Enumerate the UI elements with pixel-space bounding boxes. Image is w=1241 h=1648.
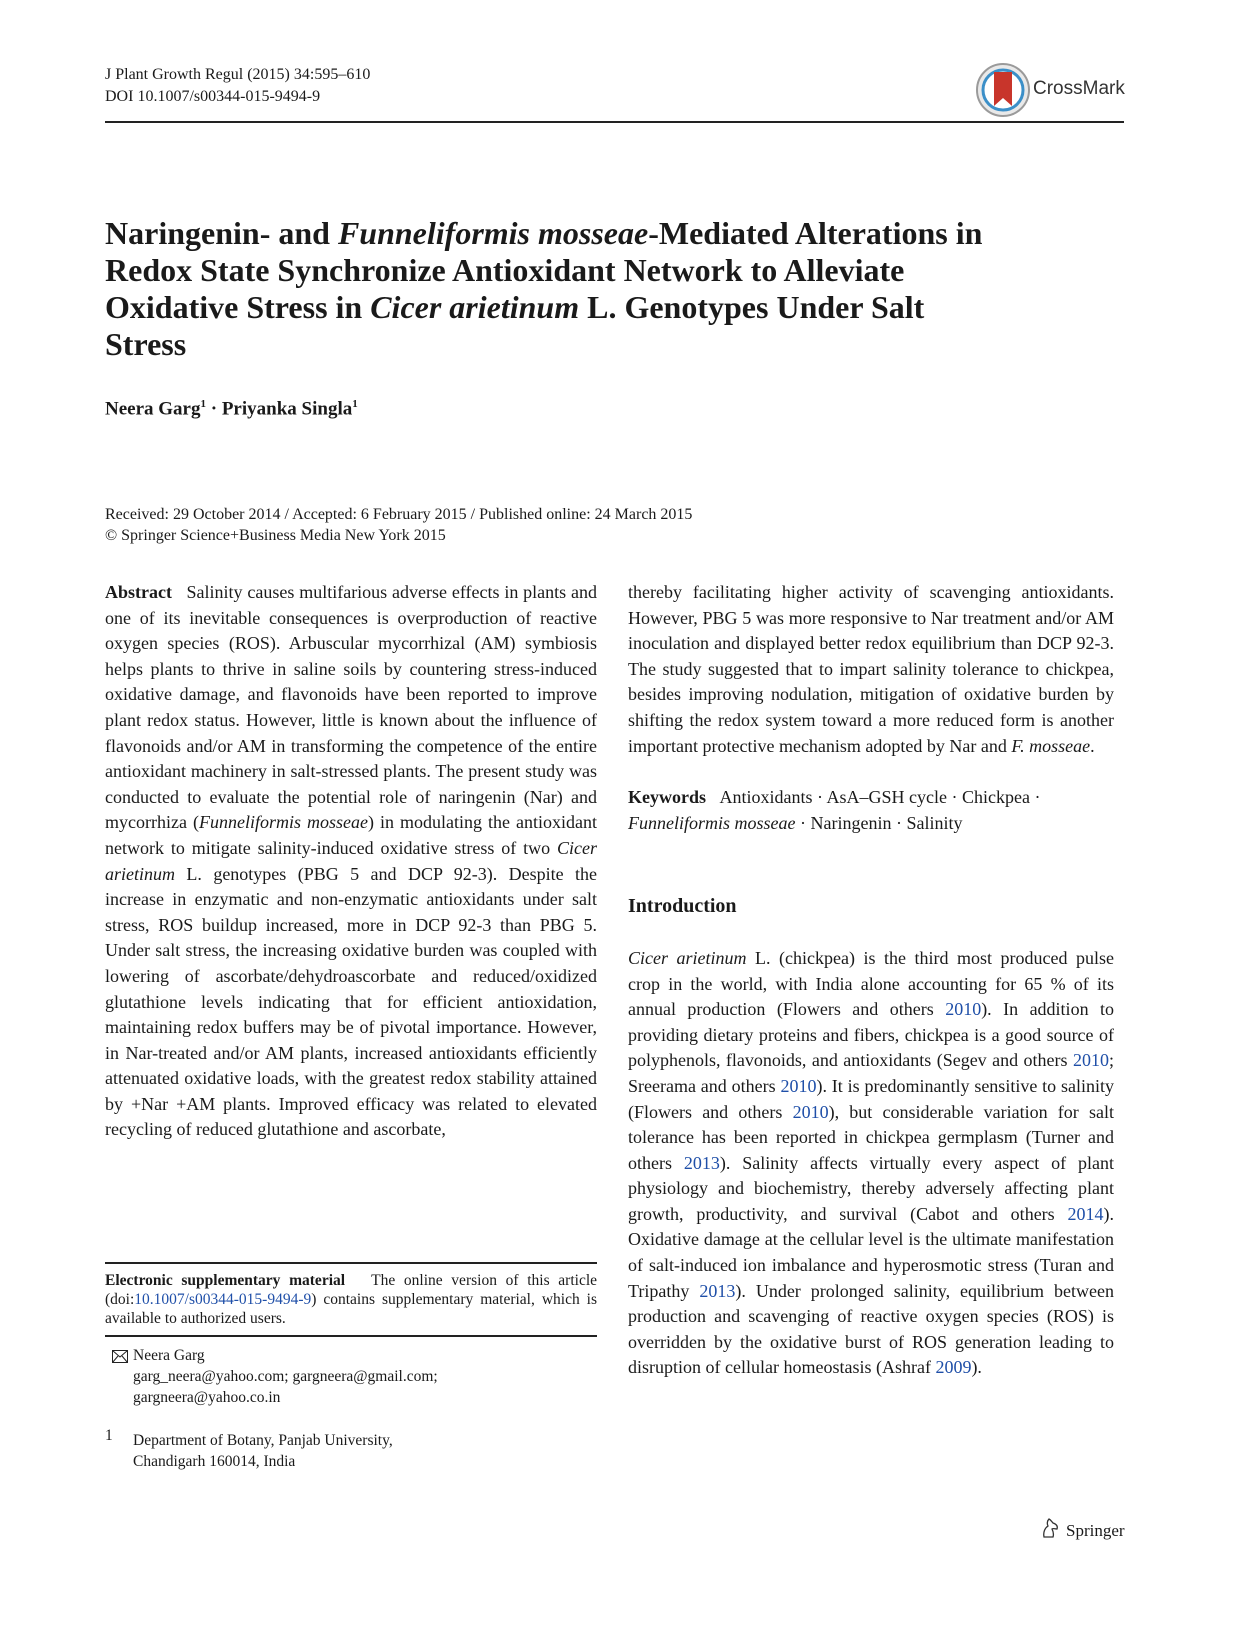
abstract-text: L. genotypes (PBG 5 and DCP 92-3). Despite the increase in enzymatic and non-enzymatic antioxidants under salt stress, ROS buildup increased, more in DCP 92-3 than PBG 5. Under salt stress, the increasing oxidative burden was coupled with lowering of ascorbate/dehydroascorbate and reduced/oxidized glutathione levels indicating that for efficient antioxidation, maintaining redox buffers may be of pivotal importance. However, in Nar-treated and/or AM plants, increased antioxidants efficiently attenuated oxidative loads, with the greatest redox stability attained by +Nar +AM plants. Improved efficacy was related to elevated recycling of reduced glutathione and ascorbate,: [105, 863, 597, 1140]
abstract-italic: Cicer arietinum: [105, 837, 597, 884]
abstract-italic: Funneliformis mosseae: [198, 812, 368, 833]
author-separator: ·: [205, 398, 222, 420]
keywords-label: Keywords: [628, 787, 706, 808]
affiliation-text: Department of Botany, Panjab University, Chandigarh 160014, India: [133, 1432, 393, 1470]
author-list: [105, 398, 358, 420]
copyright-line: © Springer Science+Business Media New York 2015: [105, 527, 446, 544]
title-text: Naringenin- and: [105, 215, 338, 251]
publisher-name: Springer: [1066, 1520, 1125, 1540]
intro-text: ).: [971, 1357, 982, 1378]
citation-link[interactable]: 2010: [945, 999, 982, 1020]
intro-text: L. (chickpea) is the third most produced pulse crop in the world, with India alone accounting for 65 % of its annual production (Flowers and others: [628, 947, 1114, 1020]
abstract-text: ) in modulating the antioxidant network to mitigate salinity-induced oxidative stress of two: [105, 812, 597, 858]
right-column: [628, 580, 1114, 1381]
keywords-text: Antioxidants · AsA–GSH cycle · Chickpea ·: [719, 787, 1041, 808]
abstract-label: Abstract: [105, 582, 172, 602]
abstract-text: thereby facilitating higher activity of scavenging antioxidants. However, PBG 5 was more responsive to Nar treatment and/or AM inoculation and displayed better redox equilibrium than DCP 92-3. The study suggested that to impart salinity tolerance to chickpea, besides improving nodulation, mitigation of oxidative burden by shifting the redox system toward a more reduced form is another important protective mechanism adopted by Nar and: [628, 582, 1114, 756]
intro-text: ). Salinity affects virtually every aspect of plant physiology and biochemistry, thereby adversely affecting plant growth, productivity, and survival (Cabot and others: [628, 1152, 1114, 1224]
esm-label: Electronic supplementary material: [105, 1272, 346, 1289]
envelope-icon: [112, 1350, 128, 1368]
author-name[interactable]: Priyanka Singla: [221, 398, 353, 420]
title-italic: Cicer arietinum: [370, 289, 580, 325]
keywords: [628, 785, 1114, 836]
doi-line: DOI 10.1007/s00344-015-9494-9: [105, 88, 321, 105]
affiliation-marker: 1: [352, 398, 358, 410]
esm-text: ) contains supplementary material, which is available to authorized users.: [105, 1291, 597, 1327]
citation-link[interactable]: 2014: [1067, 1203, 1104, 1224]
footnote-rule: [105, 1262, 597, 1264]
publication-dates: [105, 504, 692, 546]
affiliation-number: 1: [105, 1427, 113, 1444]
crossmark-icon[interactable]: [975, 62, 1031, 118]
citation-link[interactable]: 2010: [792, 1101, 829, 1122]
abstract-italic: F. mosseae: [1011, 735, 1091, 756]
section-heading-introduction: Introduction: [628, 895, 737, 918]
esm-note: [105, 1271, 597, 1328]
citation-link[interactable]: 2013: [683, 1152, 720, 1173]
correspondence-emails[interactable]: garg_neera@yahoo.com; gargneera@gmail.com; gargneera@yahoo.co.in: [133, 1368, 438, 1406]
citation-link[interactable]: 2010: [780, 1075, 817, 1096]
abstract-column: [105, 580, 597, 1143]
article-title: [105, 215, 1005, 363]
intro-text: ; Sreerama and others: [628, 1050, 1114, 1096]
title-italic: Funneliformis mosseae: [337, 215, 649, 251]
correspondence-name: Neera Garg: [133, 1347, 205, 1364]
abstract-text: Salinity causes multifarious adverse effects in plants and one of its inevitable consequences is overproduction of reactive oxygen species (ROS). Arbuscular mycorrhizal (AM) symbiosis helps plants to thrive in saline soils by countering stress-induced oxidative damage, and flavonoids have been reported to improve plant redox status. However, little is known about the influence of flavonoids and/or AM in transforming the competence of the entire antioxidant machinery in salt-stressed plants. The present study was conducted to evaluate the potential role of naringenin (Nar) and mycorrhiza (: [105, 582, 598, 833]
citation-link[interactable]: 2009: [935, 1357, 972, 1378]
abstract: [105, 580, 597, 1143]
introduction-paragraph: [628, 946, 1114, 1381]
correspondence: [133, 1345, 503, 1408]
intro-text: ). In addition to providing dietary proteins and fibers, chickpea is a good source of polyphenols, flavonoids, and antioxidants (Segev and others: [628, 999, 1115, 1071]
header-rule: [105, 121, 1124, 123]
author-name[interactable]: Neera Garg: [105, 398, 201, 420]
journal-line: J Plant Growth Regul (2015) 34:595–610: [105, 66, 371, 83]
title-text: -Mediated Alterations in Redox State Synchronize Antioxidant Network to Alleviate Oxidative Stress in: [105, 215, 983, 325]
abstract-continued: [628, 580, 1114, 759]
springer-horse-icon: [1040, 1517, 1060, 1544]
esm-text: The online version of this article (doi:: [105, 1272, 598, 1308]
title-text: L. Genotypes Under Salt Stress: [105, 289, 925, 362]
keywords-text: · Naringenin · Salinity: [795, 812, 963, 833]
journal-citation: [105, 64, 370, 108]
intro-text: ). Under prolonged salinity, equilibrium between production and scavenging of reactive oxygen species (ROS) is overridden by the oxidative burst of ROS generation leading to disruption of cellular homeostasis (Ashraf: [628, 1280, 1114, 1378]
intro-text: ). Oxidative damage at the cellular level is the ultimate manifestation of salt-induced ion imbalance and hyperosmotic stress (Turan and Tripathy: [628, 1203, 1114, 1301]
citation-link[interactable]: 2010: [1072, 1050, 1109, 1071]
intro-italic: Cicer arietinum: [628, 947, 747, 968]
dates-line: Received: 29 October 2014 / Accepted: 6 February 2015 / Published online: 24 March 2015: [105, 506, 693, 523]
crossmark-label[interactable]: CrossMark: [1033, 78, 1125, 99]
citation-link[interactable]: 2013: [699, 1280, 736, 1301]
correspondence-rule: [105, 1335, 597, 1337]
affiliation-marker: 1: [200, 398, 206, 410]
abstract-text: .: [1090, 735, 1095, 756]
intro-text: ), but considerable variation for salt tolerance has been reported in chickpea germplasm (Turner and others: [628, 1101, 1114, 1173]
keywords-italic: Funneliformis mosseae: [628, 812, 796, 833]
intro-text: ). It is predominantly sensitive to salinity (Flowers and others: [628, 1075, 1114, 1122]
springer-logo: [1040, 1517, 1125, 1544]
esm-doi-link[interactable]: 10.1007/s00344-015-9494-9: [134, 1291, 312, 1308]
